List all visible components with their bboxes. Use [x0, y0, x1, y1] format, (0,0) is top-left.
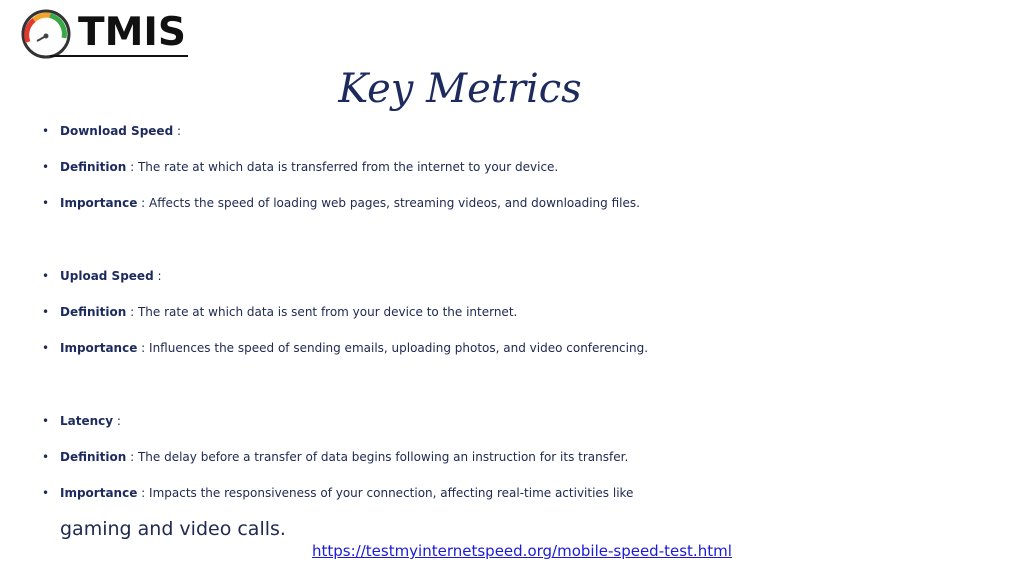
- importance-label: Importance: [60, 486, 138, 500]
- bullet-icon: •: [42, 305, 50, 319]
- bullet-icon: •: [42, 160, 50, 174]
- section-heading: Upload Speed: [60, 269, 154, 283]
- list-item: • Definition : The rate at which data is sent from your device to the internet.: [42, 294, 1002, 330]
- footer-link[interactable]: https://testmyinternetspeed.org/mobile-speed-test.html: [312, 542, 732, 560]
- definition-label: Definition: [60, 450, 127, 464]
- bullet-icon: •: [42, 450, 50, 464]
- logo: [20, 8, 195, 60]
- logo-underline: [50, 55, 188, 57]
- section-heading: Download Speed: [60, 124, 174, 138]
- list-item: • Importance : Influences the speed of sending emails, uploading photos, and video conferencing.: [42, 330, 1002, 366]
- logo-text: TMIS: [78, 10, 187, 55]
- definition-text: The rate at which data is transferred from the internet to your device.: [137, 160, 559, 174]
- definition-label: Definition: [60, 305, 127, 319]
- bullet-icon: •: [42, 486, 50, 500]
- importance-text: Affects the speed of loading web pages, streaming videos, and downloading files.: [149, 196, 640, 210]
- speedometer-icon: [20, 8, 72, 60]
- importance-text-continued: gaming and video calls.: [60, 518, 286, 540]
- importance-label: Importance: [60, 341, 138, 355]
- list-item: • Importance : Impacts the responsiveness of your connection, affecting real-time activities like: [42, 475, 1002, 511]
- bullet-icon: •: [42, 124, 50, 138]
- bullet-icon: •: [42, 196, 50, 210]
- list-item: • Download Speed :: [42, 113, 1002, 149]
- definition-label: Definition: [60, 160, 127, 174]
- importance-text: Influences the speed of sending emails, uploading photos, and video conferencing.: [149, 341, 649, 355]
- list-item: • Importance : Affects the speed of loading web pages, streaming videos, and downloading files.: [42, 185, 1002, 221]
- definition-text: The delay before a transfer of data begins following an instruction for its transfer.: [137, 450, 629, 464]
- bullet-icon: •: [42, 414, 50, 428]
- bullet-icon: •: [42, 269, 50, 283]
- list-item: • Upload Speed :: [42, 258, 1002, 294]
- list-item: • Definition : The delay before a transfer of data begins following an instruction for its transfer.: [42, 439, 1002, 475]
- importance-label: Importance: [60, 196, 138, 210]
- list-item: • Latency :: [42, 403, 1002, 439]
- page-title: Key Metrics: [338, 66, 582, 112]
- definition-text: The rate at which data is sent from your device to the internet.: [137, 305, 518, 319]
- importance-text: Impacts the responsiveness of your connection, affecting real-time activities like: [149, 486, 634, 500]
- section-heading: Latency: [60, 414, 114, 428]
- list-item: • Definition : The rate at which data is transferred from the internet to your device.: [42, 149, 1002, 185]
- bullet-icon: •: [42, 341, 50, 355]
